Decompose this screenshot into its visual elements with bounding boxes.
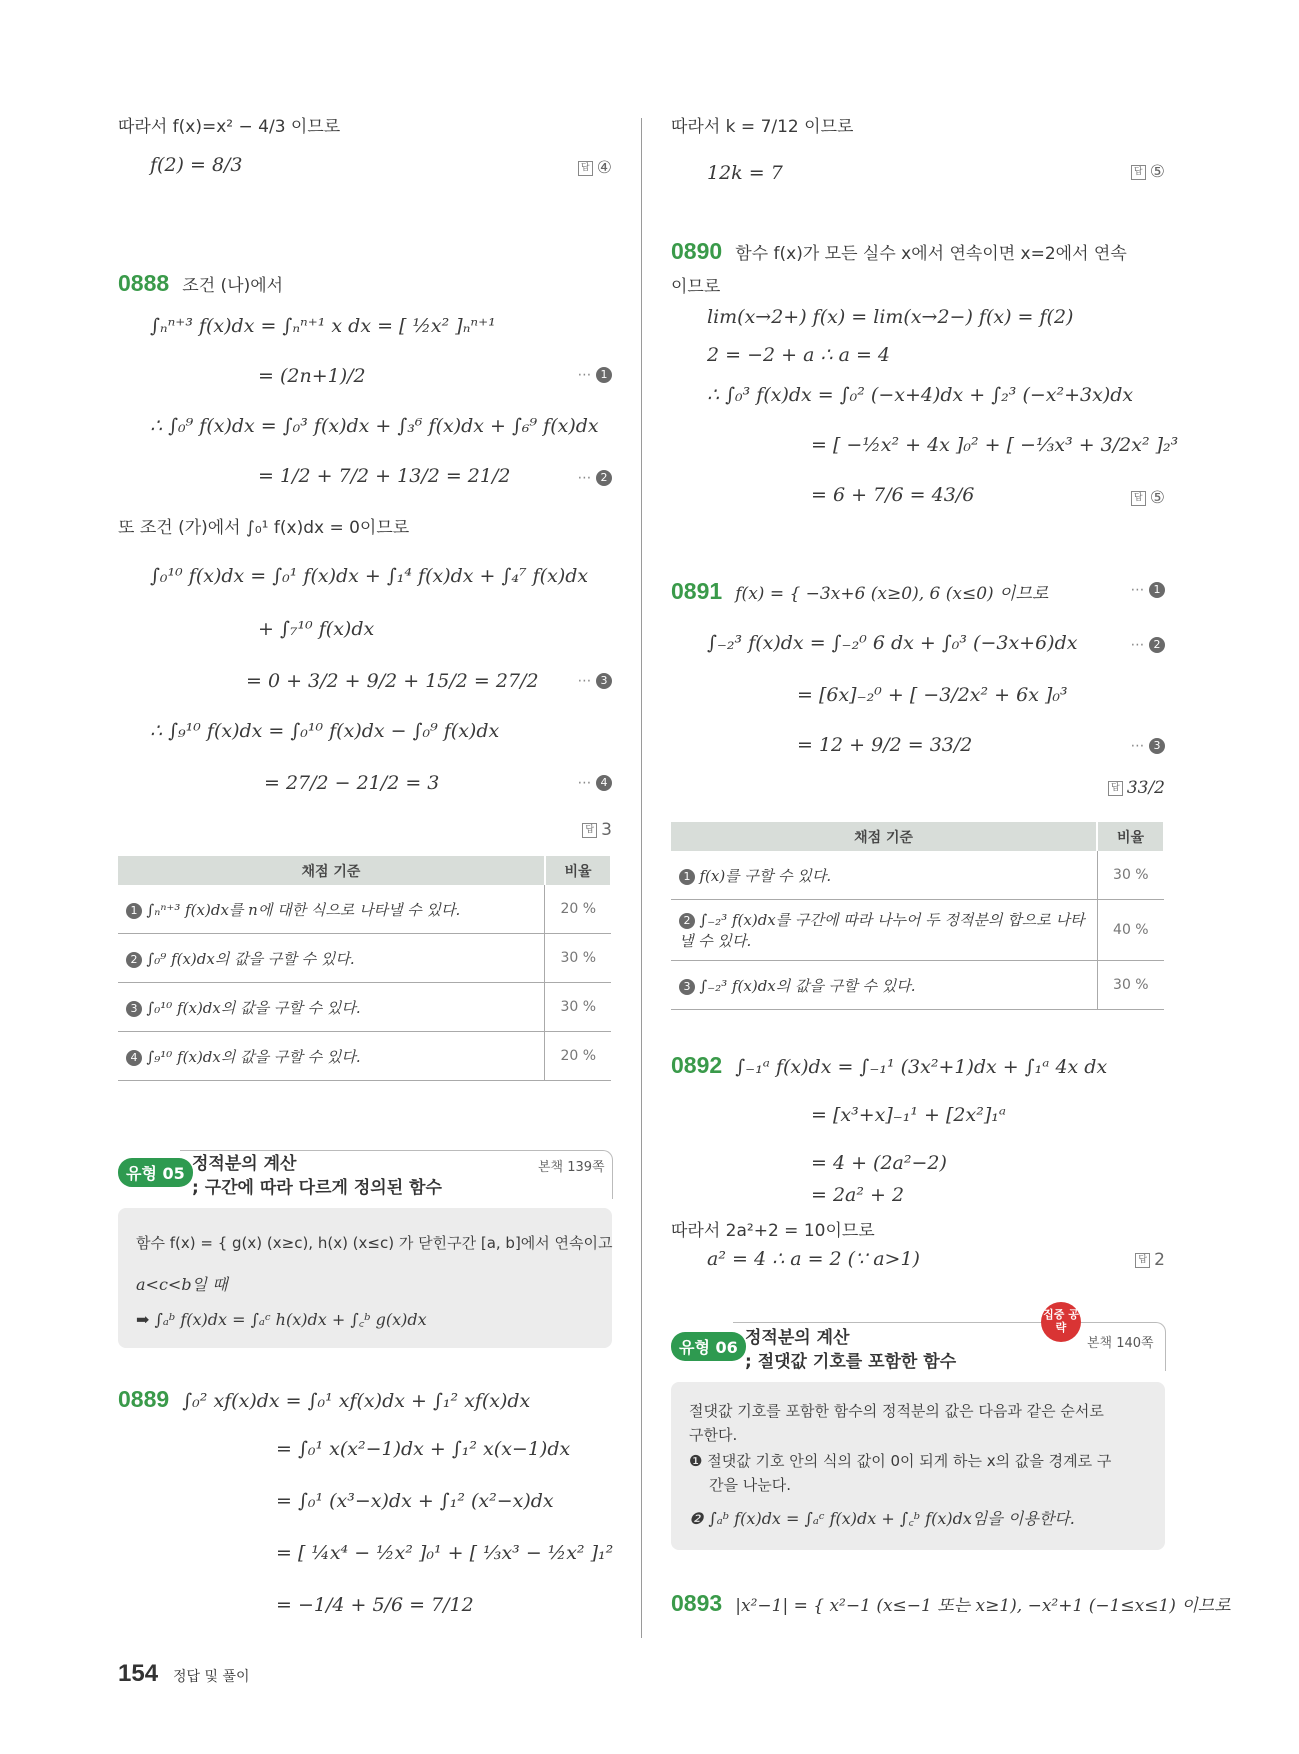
math-line: = [ −½x² + 4x ]₀² + [ −⅓x³ + 3/2x² ]₂³ (811, 434, 1179, 456)
problem-0890-header: 0890 함수 f(x)가 모든 실수 x에서 연속이면 x=2에서 연속 (671, 238, 1127, 264)
math-line: = [ ¼x⁴ − ½x² ]₀¹ + [ ⅓x³ − ½x² ]₁² (276, 1542, 614, 1564)
step-marker: ⋯ 3 (578, 673, 612, 689)
answer-mark: 답 33/2 (1108, 778, 1165, 798)
answer-icon: 답 (578, 161, 593, 176)
text-line: 따라서 k = 7/12 이므로 (671, 117, 854, 137)
math-line: = −1/4 + 5/6 = 7/12 (276, 1594, 474, 1616)
type-badge: 유형 05 (118, 1158, 193, 1187)
book-reference: 본책 139쪽 (538, 1160, 605, 1175)
step-3-icon: 3 (1149, 738, 1165, 754)
table-header: 채점 기준 (118, 856, 545, 885)
table-header: 비율 (1097, 822, 1164, 851)
math-line: 12k = 7 (707, 162, 783, 184)
type-title: 정적분의 계산 ; 구간에 따라 다르게 정의된 함수 (192, 1154, 442, 1198)
answer-icon: 답 (1131, 491, 1146, 506)
table-row: 3 ∫₀¹⁰ f(x)dx의 값을 구할 수 있다. 30 % (118, 983, 611, 1032)
math-line: ∴ ∫₀⁹ f(x)dx = ∫₀³ f(x)dx + ∫₃⁶ f(x)dx + ∫₆⁹ f(x)dx (150, 415, 599, 437)
table-row: 2 ∫₋₂³ f(x)dx를 구간에 따라 나누어 두 정적분의 합으로 나타낼 수 있다. 40 % (671, 900, 1164, 961)
step-3-icon: 3 (596, 673, 612, 689)
answer-mark: 답 ⑤ (1131, 488, 1165, 508)
step-4-icon: 4 (596, 775, 612, 791)
step-2-icon: 2 (126, 952, 142, 968)
problem-0888-header (118, 270, 283, 297)
step-1-icon: 1 (679, 869, 695, 885)
math-line: = 1/2 + 7/2 + 13/2 = 21/2 (258, 465, 511, 487)
math-line: = ∫₀¹ (x³−x)dx + ∫₁² (x²−x)dx (276, 1490, 554, 1512)
table-header: 비율 (545, 856, 611, 885)
table-row: 2 ∫₀⁹ f(x)dx의 값을 구할 수 있다. 30 % (118, 934, 611, 983)
problem-number: 0888 (118, 270, 170, 296)
math-line: = ∫₀¹ x(x²−1)dx + ∫₁² x(x−1)dx (276, 1438, 571, 1460)
step-marker: ⋯ 2 (1131, 637, 1165, 653)
type-badge: 유형 06 (671, 1332, 746, 1361)
math-line: lim(x→2+) f(x) = lim(x→2−) f(x) = f(2) (707, 306, 1074, 328)
math-line: ∫₋₂³ f(x)dx = ∫₋₂⁰ 6 dx + ∫₀³ (−3x+6)dx (707, 632, 1078, 654)
problem-number: 0892 (671, 1052, 723, 1078)
problem-number: 0891 (671, 578, 723, 604)
step-1-icon: 1 (1149, 582, 1165, 598)
step-3-icon: 3 (679, 979, 695, 995)
table-header: 채점 기준 (671, 822, 1097, 851)
problem-0892-header: 0892 ∫₋₁ᵃ f(x)dx = ∫₋₁¹ (3x²+1)dx + ∫₁ᵃ 4x dx (671, 1052, 1108, 1078)
math-line: = 12 + 9/2 = 33/2 (797, 734, 973, 756)
step-marker: ⋯ 3 (1131, 738, 1165, 754)
math-line: = 0 + 3/2 + 9/2 + 15/2 = 27/2 (246, 670, 539, 692)
problem-intro: 조건 (나)에서 (182, 276, 284, 296)
answer-icon: 답 (1131, 165, 1146, 180)
answer-icon: 답 (1108, 781, 1123, 796)
problem-0893-header: 0893 |x²−1| = { x²−1 (x≤−1 또는 x≥1), −x²+1 (−1≤x≤1) 이므로 (671, 1590, 1231, 1616)
math-line: f(2) = 8/3 (150, 154, 243, 176)
step-2-icon: 2 (679, 913, 695, 929)
step-marker: ⋯ 1 (1131, 582, 1165, 598)
problem-number: 0889 (118, 1386, 170, 1412)
math-line: = (2n+1)/2 (258, 365, 366, 387)
step-4-icon: 4 (126, 1050, 142, 1066)
type-title: 정적분의 계산 ; 절댓값 기호를 포함한 함수 (745, 1328, 957, 1372)
problem-number: 0893 (671, 1590, 723, 1616)
step-marker: ⋯ 4 (578, 775, 612, 791)
step-marker: ⋯ 1 (578, 367, 612, 383)
math-line: = 2a² + 2 (811, 1184, 905, 1206)
step-1-icon: 1 (126, 903, 142, 919)
table-row: 4 ∫₉¹⁰ f(x)dx의 값을 구할 수 있다. 20 % (118, 1032, 611, 1081)
step-marker: ⋯ 2 (578, 470, 612, 486)
problem-0889-header: 0889 ∫₀² xf(x)dx = ∫₀¹ xf(x)dx + ∫₁² xf(x)dx (118, 1386, 531, 1412)
answer-mark: 답 3 (582, 820, 612, 840)
math-line: ∫ₙⁿ⁺³ f(x)dx = ∫ₙⁿ⁺¹ x dx = [ ½x² ]ₙⁿ⁺¹ (150, 315, 496, 337)
text-line: 이므로 (671, 277, 721, 297)
math-line: = 4 + (2a²−2) (811, 1152, 947, 1174)
answer-mark: 답 ⑤ (1131, 162, 1165, 182)
answer-icon: 답 (1135, 1253, 1150, 1268)
problem-number: 0890 (671, 238, 723, 264)
text-line: 또 조건 (가)에서 ∫₀¹ f(x)dx = 0이므로 (118, 518, 410, 538)
answer-icon: 답 (582, 823, 597, 838)
table-row: 3 ∫₋₂³ f(x)dx의 값을 구할 수 있다. 30 % (671, 961, 1164, 1010)
math-line: = [x³+x]₋₁¹ + [2x²]₁ᵃ (811, 1104, 1007, 1126)
table-row: 1 ∫ₙⁿ⁺³ f(x)dx를 n에 대한 식으로 나타낼 수 있다. 20 % (118, 885, 611, 934)
scoring-table (671, 822, 1165, 1010)
math-line: 2 = −2 + a ∴ a = 4 (707, 344, 891, 366)
concept-box: 절댓값 기호를 포함한 함수의 정적분의 값은 다음과 같은 순서로 구한다. ❶ 절댓값 기호 안의 식의 값이 0이 되게 하는 x의 값을 경계로 구 간을 나눈다. ❷ ∫ₐᵇ f(x)dx = ∫ₐᶜ f(x)dx + ∫꜀ᵇ f(x)dx임을 이용한다. (671, 1382, 1165, 1550)
book-reference: 본책 140쪽 (1087, 1336, 1154, 1351)
math-line: + ∫₇¹⁰ f(x)dx (258, 618, 375, 640)
column-divider (641, 118, 642, 1638)
step-2-icon: 2 (1149, 637, 1165, 653)
footer-label: 정답 및 풀이 (173, 1669, 250, 1685)
step-3-icon: 3 (126, 1001, 142, 1017)
math-line: = [6x]₋₂⁰ + [ −3/2x² + 6x ]₀³ (797, 684, 1068, 706)
hot-topic-badge: 집중 공략 (1041, 1302, 1081, 1342)
math-line: ∴ ∫₉¹⁰ f(x)dx = ∫₀¹⁰ f(x)dx − ∫₀⁹ f(x)dx (150, 720, 500, 742)
math-line: ∫₀¹⁰ f(x)dx = ∫₀¹ f(x)dx + ∫₁⁴ f(x)dx + ∫₄⁷ f(x)dx (150, 565, 589, 587)
step-1-icon: 1 (596, 367, 612, 383)
scoring-table (118, 856, 612, 1081)
text-line: 따라서 2a²+2 = 10이므로 (671, 1221, 875, 1241)
math-line: a² = 4 ∴ a = 2 (∵ a>1) (707, 1248, 920, 1270)
answer-mark: 답 2 (1135, 1250, 1165, 1270)
page-number: 154 (118, 1660, 159, 1687)
concept-box: 함수 f(x) = { g(x) (x≥c), h(x) (x≤c) 가 닫힌구간 [a, b]에서 연속이고 a<c<b일 때 ➡ ∫ₐᵇ f(x)dx = ∫ₐᶜ h(x)dx + ∫꜀ᵇ g(x)dx (118, 1208, 612, 1348)
answer-mark: 답 ④ (578, 158, 612, 178)
problem-0891-header: 0891 f(x) = { −3x+6 (x≥0), 6 (x≤0) 이므로 (671, 578, 1049, 604)
step-2-icon: 2 (596, 470, 612, 486)
math-line: = 27/2 − 21/2 = 3 (264, 772, 440, 794)
math-line: ∴ ∫₀³ f(x)dx = ∫₀² (−x+4)dx + ∫₂³ (−x²+3x)dx (707, 384, 1134, 406)
math-line: = 6 + 7/6 = 43/6 (811, 484, 975, 506)
table-row: 1 f(x)를 구할 수 있다. 30 % (671, 851, 1164, 900)
text-line: 따라서 f(x)=x² − 4/3 이므로 (118, 117, 341, 137)
